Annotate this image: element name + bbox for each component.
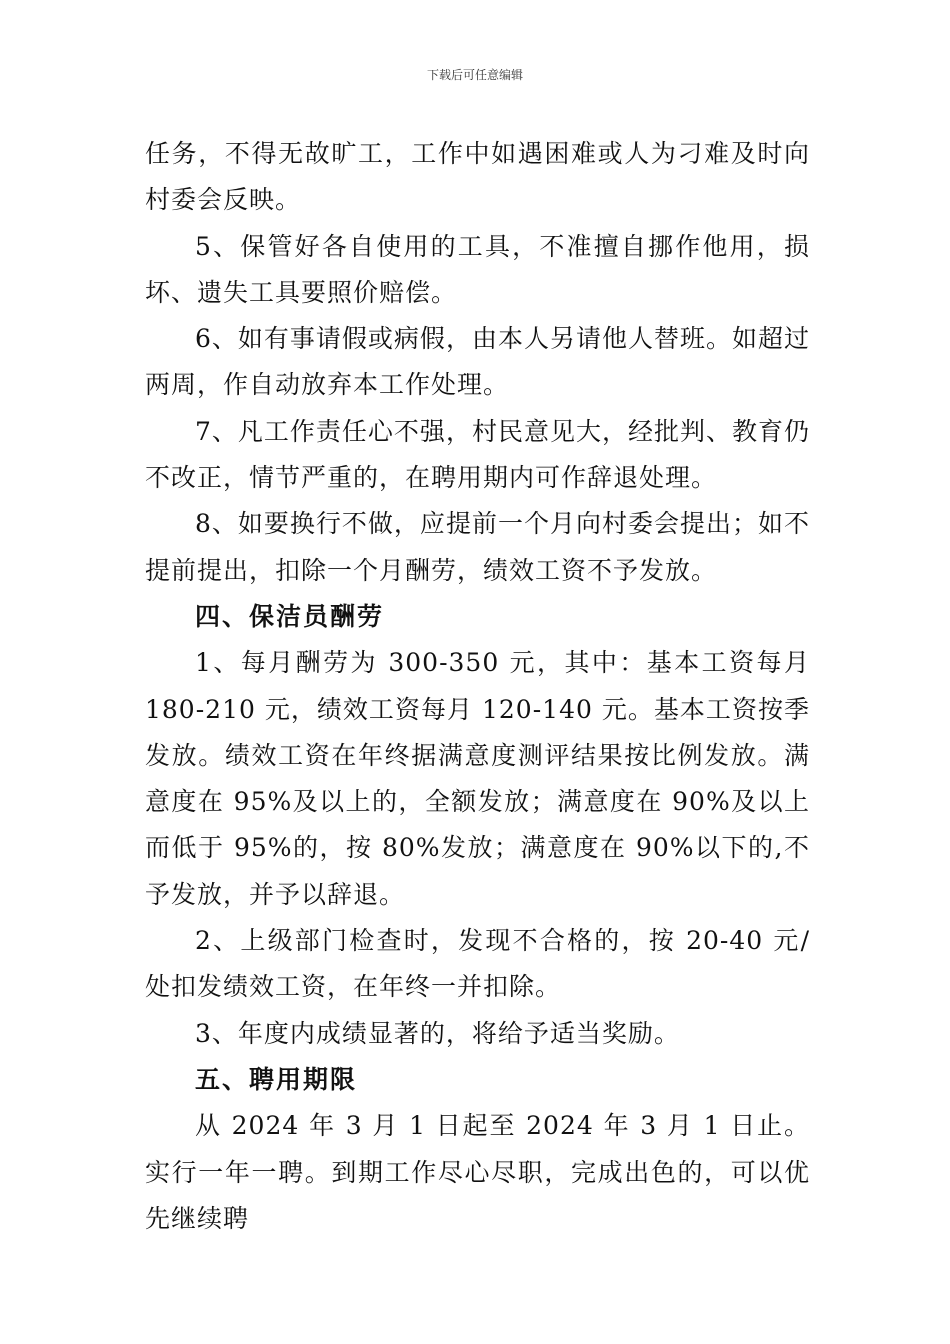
paragraph-term: 从 2024 年 3 月 1 日起至 2024 年 3 月 1 日止。实行一年一聘。到期工作尽心尽职，完成出色的，可以优先继续聘: [145, 1111, 810, 1233]
paragraph-rule-8: 8、如要换行不做，应提前一个月向村委会提出；如不提前提出，扣除一个月酬劳，绩效工资不予发放。: [145, 509, 810, 585]
header-note: 下载后可任意编辑: [426, 68, 523, 82]
paragraph-rule-7: 7、凡工作责任心不强，村民意见大，经批判、教育仍不改正，情节严重的，在聘用期内可作辞退处理。: [145, 416, 810, 493]
section-heading-pay: 四、保洁员酬劳: [195, 601, 385, 631]
paragraph-task: 任务，不得无故旷工，工作中如遇困难或人为刁难及时向村委会反映。: [145, 139, 810, 215]
document-body: [145, 131, 810, 1242]
paragraph-pay-1: 1、每月酬劳为 300-350 元，其中：基本工资每月 180-210 元，绩效工资每月 120-140 元。基本工资按季发放。绩效工资在年终据满意度测评结果按比例发放。满意度在 95%及以上的，全额发放；满意度在 90%及以上而低于 95%的，按 80%发放；满意度在 90%以下的,不予发放，并予以辞退。: [145, 648, 810, 909]
paragraph-rule-6: 6、如有事请假或病假，由本人另请他人替班。如超过两周，作自动放弃本工作处理。: [145, 324, 810, 400]
paragraph-rule-5: 5、保管好各自使用的工具，不准擅自挪作他用，损坏、遗失工具要照价赔偿。: [145, 231, 810, 307]
section-heading-term: 五、聘用期限: [195, 1064, 358, 1094]
paragraph-pay-2: 2、上级部门检查时，发现不合格的，按 20-40 元/处扣发绩效工资，在年终一并扣除。: [145, 926, 810, 1002]
paragraph-pay-3: 3、年度内成绩显著的，将给予适当奖励。: [195, 1018, 680, 1048]
